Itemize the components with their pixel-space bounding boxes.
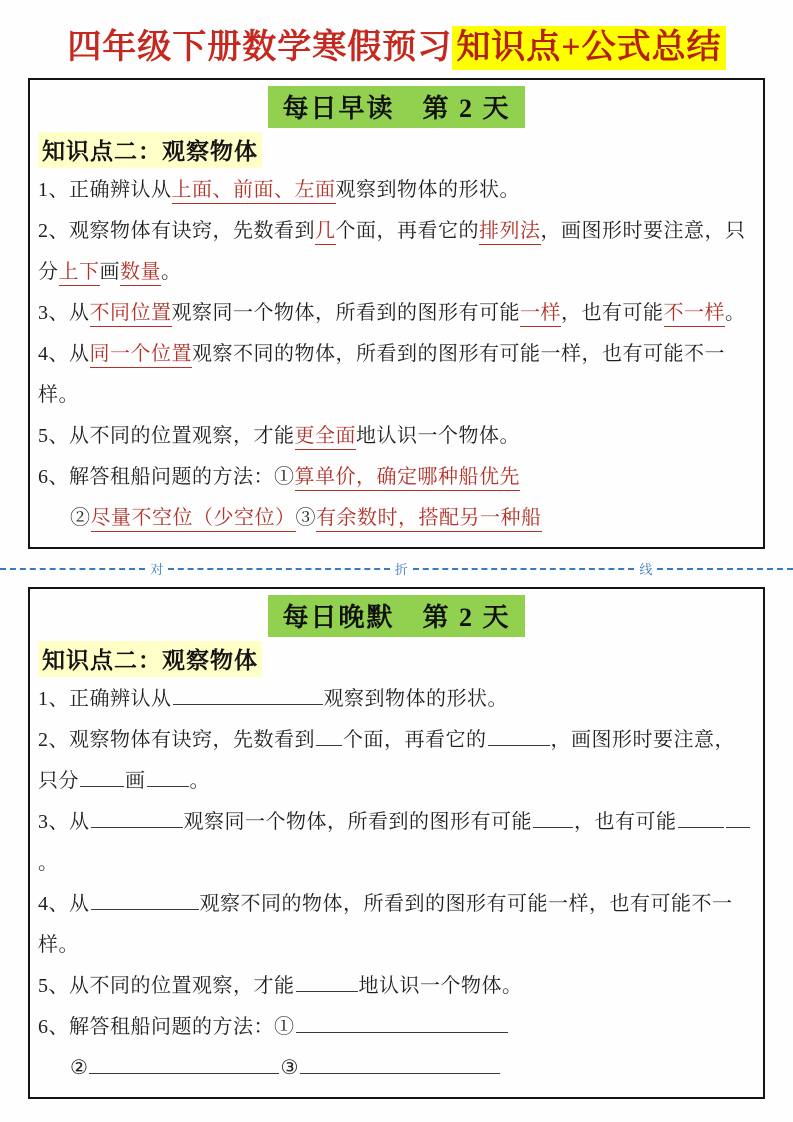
body-text: 观察同一个物体，所看到的图形有可能 [183,811,532,834]
morning-items [38,170,755,539]
fold-dash [657,568,793,570]
evening-topic-row [38,641,755,677]
body-text: 地认识一个物体。 [356,425,520,448]
answer-blank [89,1053,279,1074]
worksheet-line [38,1048,755,1089]
worksheet-line [38,334,755,416]
body-text: ，也有可能 [561,302,664,325]
worksheet-line [38,884,755,966]
body-text: 画 [125,770,146,793]
morning-topic-row [38,132,755,168]
body-text: 。 [161,261,182,284]
fold-dash [0,568,145,570]
answer-blank [147,766,189,787]
evening-header: 每日晚默 第 2 天 [268,595,524,637]
morning-header-row [38,86,755,128]
worksheet-line [38,966,755,1007]
answer-text: 一样 [520,302,561,327]
body-text: ② [70,507,91,530]
answer-blank [678,807,724,828]
body-text: 5、从不同的位置观察，才能 [38,425,295,448]
body-text: 1、正确辨认从 [38,688,172,711]
fold-label-xian: 线 [639,561,653,577]
worksheet-line [38,679,755,720]
answer-text: 尽量不空位（少空位） [91,507,296,532]
fold-label-dui: 对 [150,561,164,577]
evening-section-box [28,587,765,1099]
worksheet-line [38,720,755,802]
morning-topic: 知识点二：观察物体 [38,132,262,168]
body-text: 6、解答租船问题的方法：① [38,466,295,489]
answer-text: 几 [315,220,336,245]
body-text: ③ [280,1057,299,1080]
morning-header: 每日早读 第 2 天 [268,86,524,128]
answer-blank [300,1053,500,1074]
body-text: 3、从 [38,811,90,834]
body-text: 6、解答租船问题的方法：① [38,1016,295,1039]
body-text: 3、从 [38,302,90,325]
body-text: 观察到物体的形状。 [323,688,508,711]
body-text: 观察到物体的形状。 [335,179,520,202]
worksheet-line [38,802,755,884]
body-text: ，也有可能 [574,811,677,834]
body-text: ③ [295,507,316,530]
answer-blank [91,889,199,910]
answer-text: 数量 [120,261,161,286]
answer-text: 上面、前面、左面 [172,179,336,204]
answer-text: 同一个位置 [90,343,193,368]
fold-dash [413,568,634,570]
body-text: 。 [725,302,746,325]
evening-items [38,679,755,1089]
body-text: 4、从 [38,893,90,916]
answer-blank [316,725,342,746]
answer-text: 算单价，确定哪种船优先 [295,466,521,491]
body-text: 观察同一个物体，所看到的图形有可能 [171,302,520,325]
answer-text: 更全面 [295,425,357,450]
fold-dash [168,568,389,570]
answer-text: 不同位置 [90,302,172,327]
body-text: 观察不同的物体，所看到的图形有可能一样，也有可能不一样。 [38,343,725,407]
answer-blank [533,807,573,828]
evening-header-row [38,595,755,637]
worksheet-line [38,170,755,211]
body-text: 5、从不同的位置观察，才能 [38,975,295,998]
answer-blank [91,807,183,828]
fold-line [0,560,793,578]
body-text: ，画图形时要注意，只分 [38,729,735,793]
answer-blank [488,725,550,746]
title-main: 四年级下册数学寒假预习 [67,29,453,66]
answer-text: 排列法 [479,220,541,245]
body-text: 2、观察物体有诀窍，先数看到 [38,729,315,752]
worksheet-line [38,1007,755,1048]
body-text: 。 [38,852,59,875]
answer-blank [173,684,323,705]
body-text: 个面，再看它的 [335,220,479,243]
body-text: 个面，再看它的 [343,729,487,752]
body-text: 2、观察物体有诀窍，先数看到 [38,220,315,243]
morning-section-box [28,78,765,549]
body-text: 地认识一个物体。 [358,975,523,998]
body-text: 4、从 [38,343,90,366]
answer-blank [296,1012,508,1033]
worksheet-line [38,498,755,539]
evening-topic: 知识点二：观察物体 [38,641,262,677]
answer-text: 有余数时，搭配另一种船 [316,507,542,532]
worksheet-line [38,416,755,457]
answer-blank [80,766,124,787]
answer-text: 上下 [59,261,100,286]
worksheet-line [38,293,755,334]
answer-text: 不一样 [664,302,726,327]
worksheet-line [38,211,755,293]
answer-blank [296,971,358,992]
body-text: ，画图形时要注意，只分 [38,220,746,284]
page-title [0,0,793,70]
body-text: 画 [99,261,120,284]
body-text: ② [70,1057,89,1080]
body-text: 观察不同的物体，所看到的图形有可能一样，也有可能不一样。 [38,893,733,957]
body-text: 1、正确辨认从 [38,179,172,202]
body-text: 。 [189,770,210,793]
title-highlight: 知识点+公式总结 [452,26,725,70]
fold-label-zhe: 折 [394,561,408,577]
answer-blank [726,807,750,828]
worksheet-line [38,457,755,498]
